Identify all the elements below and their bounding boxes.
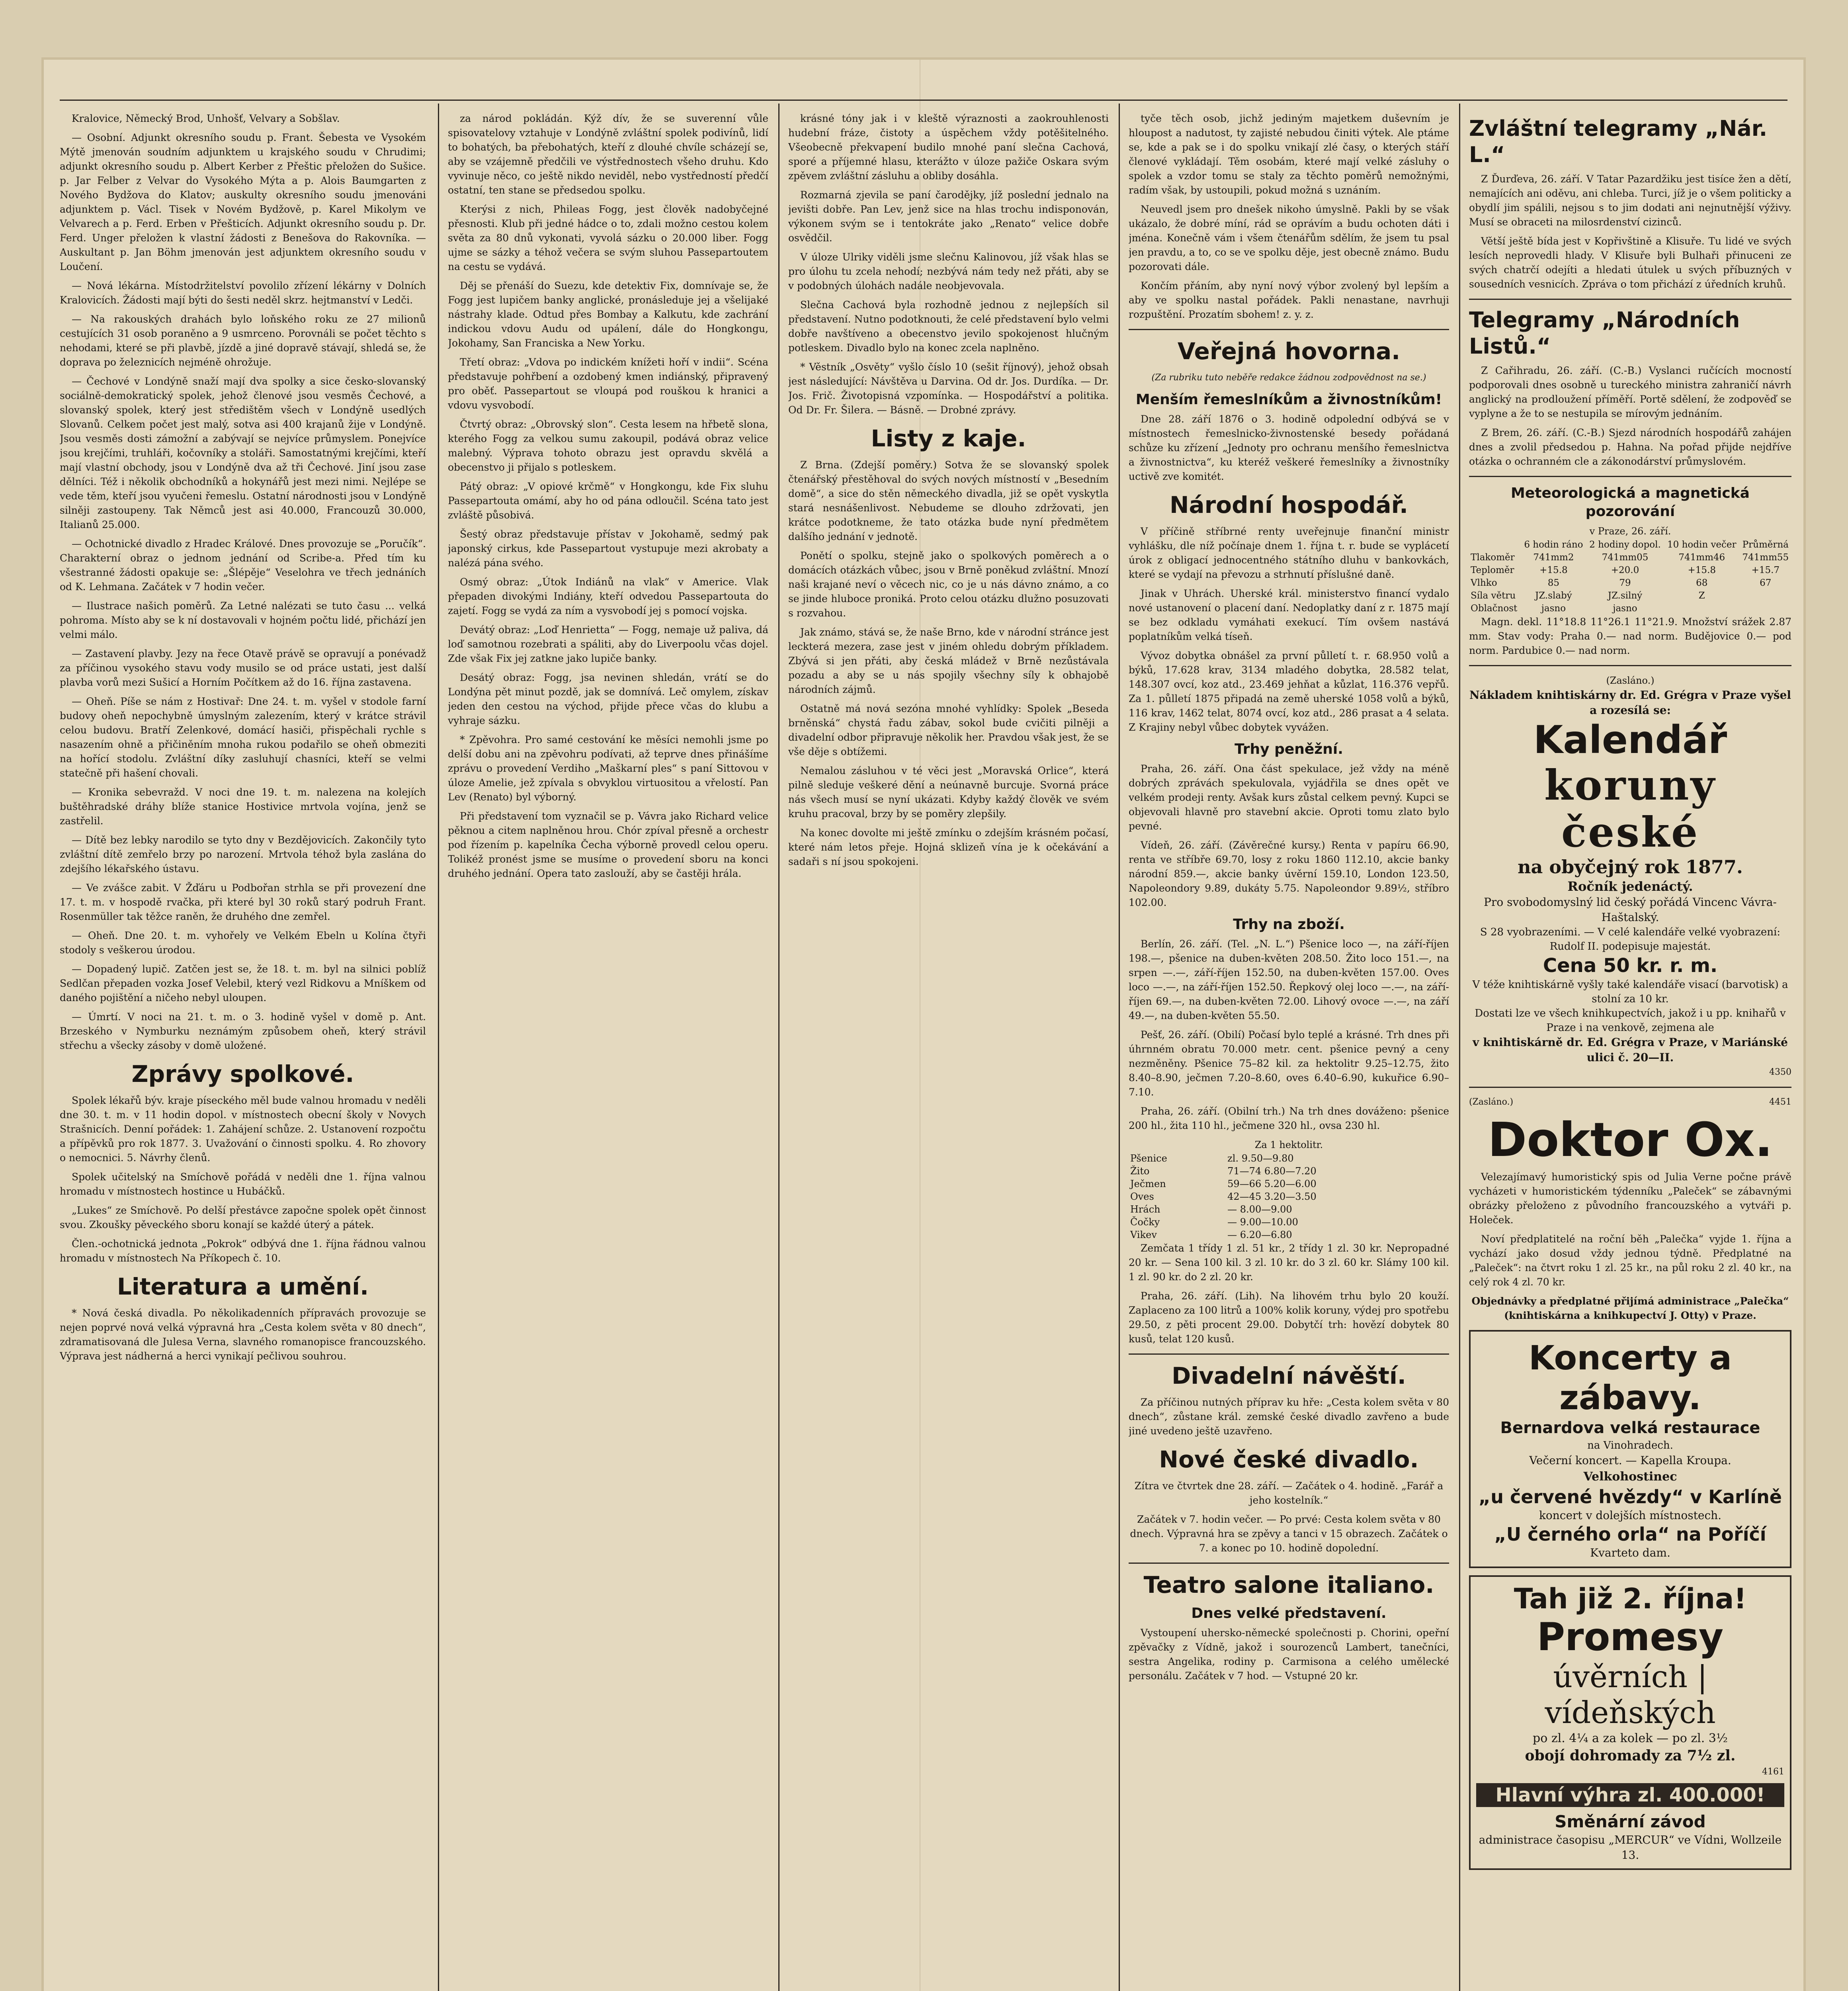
venue-program: Kvarteto dam. — [1590, 1546, 1670, 1559]
table-row: Vlhko 85 79 68 67 — [1471, 578, 1772, 588]
separator — [1129, 1353, 1449, 1355]
section-title: Divadelní návěští. — [1172, 1362, 1406, 1389]
article-craftsmen: Dne 28. září 1876 o 3. hodině odpolední odbývá se v místnostech řemeslnicko-živnostenské besedy pořádaná schůze ku zřízení „Jednoty pro ochranu menšího řemeslnictva a živnostnictva“, ku kteréž veškeré řemeslníky a živnostníky uctivě zve komitét. — [1129, 413, 1449, 482]
theatre-program: Zítra ve čtvrtek dne 28. září. — Začátek o 4. hodině. „Farář a jeho kostelník.“ — [1134, 1480, 1444, 1506]
article-theatre: — Ochotnické divadlo z Hradec Králové. Dnes provozuje se „Poručík“. Charakterní obraz o jednom jednání od Scribe-a. Před tím ku všestranné žádosti opakuje se: „Šlépěje“ Veselohra ve třech jednáních od K. Lehmana. Začátek v 7 hodin večer. — [60, 538, 426, 593]
ad-text: Objednávky a předplatné přijímá administrace „Palečka“ (knihtiskárna a knihkupectví J. Otty) v Praze. — [1471, 1295, 1789, 1321]
article-illustration: — Ilustrace našich poměrů. Za Letné nalézati se tuto času ... velká pohroma. Místo aby se k ní dostavovali v hojném počtu lidé, přichází jen velmi málo. — [60, 600, 426, 640]
article-osveta: * Věstník „Osvěty“ vyšlo číslo 10 (sešit říjnový), jehož obsah jest následující: Návštěva u Darvina. Od dr. Jos. Durdíka. — Dr. Jos. Frič. Životopisná vzpomínka. — Hospodářství a politika. Od Dr. Fr. Šilera. — Básně. — Drobné zprávy. — [788, 361, 1109, 416]
sent-in-label: (Zasláno.) — [1469, 1097, 1514, 1107]
section-note: (Za rubriku tuto neběře redakce žádnou zodpovědnost na se.) — [1151, 373, 1426, 383]
table-row: Hrách — 8.00—9.00 — [1130, 1204, 1292, 1215]
venue-location: na Vinohradech. — [1587, 1439, 1673, 1451]
table-row: Síla větru JZ.slabý JZ.silný Z — [1471, 591, 1705, 601]
table-row: Ječmen 59—66 5.20—6.00 — [1130, 1178, 1317, 1189]
lottery-kind: úvěrních | vídeňských — [1545, 1659, 1716, 1730]
article-lukes: „Lukes“ ze Smíchově. Po delší přestávce započne spolek opět činnost svou. Zkoušky pěveckého sboru konají se každé úterý a pátek. — [60, 1205, 426, 1230]
lottery-prize: Hlavní výhra zl. 400.000! — [1476, 1783, 1784, 1807]
doktor-ox-title: Doktor Ox. — [1488, 1112, 1773, 1167]
article-text: Ostatně má nová sezóna mnohé vyhlídky: Spolek „Beseda brněnská“ chystá řadu zábav, sokol bude cvičiti pilněji a divadelní odbor připravuje několik her. Pravdou však jest, že se vše děje s obtížemi. — [788, 703, 1109, 757]
article-text: za národ pokládán. Kýž dív, že se suverenní vůle spisovatelovy vztahuje v Londýně zvláštní spolek podivínů, lidí to bohatých, ba přebohatých, kteří z dlouhé chvíle scházejí se, aby se vzájemně předčili ve výstřednostech všeho druhu. Kdo vyvinuje něco, co ještě nikdo neviděl, nebo vystředností předčí ostatní, ten stane se předsedou spolku. — [448, 113, 768, 196]
section-title: Národní hospodář. — [1169, 491, 1408, 518]
article-opera: * Zpěvohra. Pro samé cestování ke měsíci nemohli jsme po delší dobu ani na zpěvohru podívati, až teprve dnes přinášíme zprávu o provedení Verdiho „Maškarní ples“ s paní Sittovou v úloze Amelie, jež zpívala s obvyklou virtuositou a vřelostí. Pan Lev (Renato) byl výborný. — [448, 734, 768, 803]
article-new-theatre: * Nová česká divadla. Po několikadenních přípravách provozuje se nejen poprvé nová velká výpravná hra „Cesta kolem světa v 80 dnech“, zdramatisovaná dle Julesa Verna, slavného romanopisce francouzského. Výprava jest nádherná a herci vynikají pečlivou souhrou. — [60, 1307, 426, 1362]
ad-code: 4451 — [1769, 1097, 1791, 1107]
lottery-box — [1469, 1575, 1791, 1870]
article-text: Třetí obraz: „Vdova po indickém knížeti hoří v indii“. Scéna představuje pohřbení a ozdobený kmen indiánský, připravený pro oběť. Passepartout se vloupá pod rouškou k hranici a vdovu vysvobodí. — [448, 356, 768, 411]
section-title: Nové české divadlo. — [1159, 1446, 1419, 1473]
article-navigation: — Zastavení plavby. Jezy na řece Otavě právě se opravují a ponévadž za příčinou vysokého stavu vody musilo se od práce ustati, jest další plavba vorů mezi Sušicí a Horním Počítkem až do 16. října zastavena. — [60, 648, 426, 688]
article-doctors: Spolek lékařů býv. kraje píseckého měl bude valnou hromadu v neděli dne 30. t. m. v 11 hodin dopol. v místnostech obecní školy v Novych Strašnicích. Denní pořádek: 1. Zahájení schůze. 2. Ustanovení rozpočtu a přípěvků pro rok 1877. 3. Uvažování o činnosti spolku. 4. Ro zhovory o nemocnici. 5. Návrhy členů. — [60, 1095, 426, 1164]
meteo-notes: Magn. dekl. 11°18.8 11°26.1 11°21.9. Množství srážek 2.87 mm. Stav vody: Praha 0.— nad norm. Budějovice 0.— pod norm. Pardubice 0.— nad norm. — [1469, 616, 1791, 656]
article-text: tyče těch osob, jichž jediným majetkem duševním je hloupost a nadutost, ty zajisté nebudou činiti výtek. Ale ptáme se, kde a pak se i do spolku vnikají zlé časy, o kterých stáří členové vykládají. Těm osobám, které mají velké zásluhy o spolek a vzdor tomu se staly za těchto poměrů nemožnými, radím však, by ustoupili, pokud možná s uznáním. — [1129, 113, 1449, 196]
theatre-program: Začátek v 7. hodin večer. — Po prvé: Cesta kolem světa v 80 dnech. Výpravná hra se zpěvy a tanci v 15 obrazech. Začátek o 7. a konec po 10. hodině dopolední. — [1130, 1514, 1448, 1554]
article-text: Jak známo, stává se, že naše Brno, kde v národní stránce jest leckterá mezera, zase jest v jiném ohledu dobrým příkladem. Zbývá si jen přáti, aby česká mládež v Brně nezůstávala pozadu a aby se u nás spojily všechny síly k obhajobě národních zájmů. — [788, 626, 1109, 695]
article-opera: Při představení tom vyznačil se p. Vávra jako Richard velice pěknou a citem naplněnou hrou. Chór zpíval přesně a orchestr pod řízením p. kapelníka Čecha výborně provedl celou operu. Tolikéž pronést jsme se musíme o provedení sboru na konci druhého jednání. Opera tato zaslouží, aby se častěji hrála. — [448, 810, 768, 879]
separator — [1129, 329, 1449, 330]
telegram-text: Z Brem, 26. září. (C.-B.) Sjezd národních hospodářů zahájen dnes a zvolil předsedou p. Hahna. Na pořad přijde nejdříve otázka o ochranném cle a zákonodárství průmyslovém. — [1469, 427, 1791, 467]
calendar-editor: Pro svobodomyslný lid český pořádá Vincenc Vávra-Haštalský. — [1484, 896, 1777, 924]
subsection-title: Meteorologická a magnetická pozorování — [1511, 485, 1750, 520]
article-text: Na konec dovolte mi ještě zmínku o zdejším krásném počasí, které nám letos přeje. Hojná sklizeň vína je k očekávání a sadaři s ní jsou spokojeni. — [788, 827, 1109, 867]
column-3 — [788, 111, 1109, 1991]
column-2 — [448, 111, 768, 1991]
ad-header — [1469, 1095, 1791, 1109]
article-text: V úloze Ulriky viděli jsme slečnu Kalinovou, jíž však hlas se pro úlohu tu zcela nehodí; nezbývá nám tedy než přáti, aby se v podobných úlohách nadále neobjevovala. — [788, 251, 1109, 291]
article-prague-market: Praha, 26. září. Ona část spekulace, jež vždy na méně dobrých zprávách spekulovala, vyjádřila se dnes opět ve velkém prodeji renty. Avšak kurs zůstal celkem pevný. Kupci se objevovali hlavně pro stavební akcie. Oproti tomu zlato bylo pevné. — [1129, 763, 1449, 832]
table-row: Oves 42—45 3.20—3.50 — [1130, 1191, 1317, 1202]
section-title: Literatura a umění. — [117, 1273, 369, 1300]
lottery-date: Tah již 2. října! — [1514, 1582, 1747, 1615]
article-brno: Z Brna. (Zdejší poměry.) Sotva že se slovanský spolek čtenářský přestěhoval do svých nových místností v „Besedním domě“, a sice do stěn německého divadla, již se opět vyskytla stará nesnášenlivost. Nebudeme se dlouho zdržovati, jen krátce podotkneme, že tato otázka bude nyní předmětem dalšího jednání v jednotě. — [788, 459, 1109, 542]
concerts-title: Koncerty a zábavy. — [1528, 1338, 1732, 1417]
separator — [1469, 299, 1791, 300]
exchange-address: administrace časopisu „MERCUR“ ve Vídni, Wollzeile 13. — [1479, 1833, 1782, 1862]
section-title: Listy z kaje. — [871, 425, 1026, 452]
article-fire-2: — Oheň. Dne 20. t. m. vyhořely ve Velkém Ebeln u Kolína čtyři stodoly s veškerou úrodou. — [60, 930, 426, 956]
article-text: Osmý obraz: „Útok Indiánů na vlak“ v Americe. Vlak přepaden divokými Indiány, kteří odvedou Passepartouta do zajetí. Fogg se vydá za ním a vysvobodí jej s pomocí vojska. — [448, 576, 768, 616]
article-text: Kralovice, Německý Brod, Unhošť, Velvary a Sobšlav. — [72, 113, 340, 124]
article-personal: — Osobní. Adjunkt okresního soudu p. Frant. Šebesta ve Vysokém Mýtě jmenován soudním adjunktem u krajského soudu v Chrudimi; adjunkt okresního soudu p. Albert Kerber z Přeštic přeložen do Sušice. p. Jar Felber z Velvar do Vysokého Mýta a p. Alois Baumgarten z Nového Bydžova do Klatov; auskulty okresního soudu jmenováni adjunktem p. Václ. Tisek v Novém Bydžově, p. Karel Mikolym ve Velvarech a p. Ferd. Erben v Přešticích. Adjunkt okresního soudu p. Dr. Ferd. Unger přeložen k vlastní žádosti z Benešova do Rakovníka. — Auskultant p. Jan Böhm jmenován jest adjunktem okresního soudu v Loučení. — [60, 132, 426, 272]
article-text: Pátý obraz: „V opiové krčmě“ v Hongkongu, kde Fix sluhu Passepartouta omámí, aby ho od pána odloučil. Scéna tato jest zvláště působivá. — [448, 481, 768, 521]
calendar-note: Dostati lze ve všech knihkupectvích, jakož i u pp. knihařů v Praze i na venkově, zejmena ale — [1475, 1007, 1786, 1034]
table-header-row: 6 hodin ráno 2 hodiny dopol. 10 hodin večer Průměrná — [1524, 540, 1789, 550]
calendar-price: Cena 50 kr. r. m. — [1543, 954, 1718, 977]
subsection-title: Menším řemeslníkům a živnostníkům! — [1135, 391, 1442, 408]
header-rule — [60, 100, 1787, 101]
calendar-volume: Ročník jedenáctý. — [1567, 879, 1693, 894]
article-text: Nemalou zásluhou v té věci jest „Moravská Orlice“, která pilně sleduje veškeré dění a neúnavně burcuje. Svorná práce nás všech musí se nyní ukázati. Kdyby každý člověk ve svém kruhu pracoval, brzy by se poměry zlepšily. — [788, 765, 1109, 819]
article-czechs-london: — Čechové v Londýně snaží mají dva spolky a sice česko-slovanský sociálně-demokratický spolek, jehož členové jsou vesměs Čechové, a slovanský spolek, který jest středištěm všech v Londýně usedlých Slovanů. Celkem počet jest malý, sotva asi 400 krajanů žije v Londýně. Jsou vesměs dosti zámožní a zabývají se nejvíce průmyslem. Ponejvíce jsou krejčími, truhláři, kočovníky a stoláři. Samostatnými krejčími, kteří mají vlastní obchody, jsou v Londýně dva až tři Čechové. Jiní jsou zase dělníci. Též i několik obchodníků a hokynářů jest mezi nimi. Nejlépe se vede těm, kteří jsou vyučeni řemeslu. Ostatní národnosti jsou v Londýně silněji zastoupeny. Tak Němců jest asi 40.000, Francouzů 30.000, Italianů 25.000. — [60, 376, 426, 530]
lottery-title: Promesy — [1537, 1615, 1724, 1659]
separator — [1129, 1563, 1449, 1564]
article-text: Děj se přenáší do Suezu, kde detektiv Fix, domnívaje se, že Fogg jest lupičem banky anglické, pronásleduje jej a všelijaké nástrahy klade. Odtud přes Bombay a Kalkutu, kde zachrání indickou vdovu Audu od upálení, dále do Hongkongu, Jokohamy, San Franciska a New Yorku. — [448, 280, 768, 349]
venue-name: „U černého orla“ na Poříčí — [1494, 1524, 1766, 1545]
concerts-box — [1469, 1330, 1791, 1568]
subsection-title: Dnes velké představení. — [1191, 1605, 1387, 1621]
calendar-address: v knihtiskárně dr. Ed. Grégra v Praze, v Mariánské ulici č. 20—II. — [1473, 1036, 1788, 1064]
section-title: Zprávy spolkové. — [131, 1060, 354, 1087]
column-5 — [1469, 111, 1791, 1991]
exchange-title: Směnární závod — [1555, 1812, 1706, 1831]
venue-program: Večerní koncert. — Kapella Kroupa. — [1529, 1454, 1731, 1467]
column-rule — [438, 104, 439, 1991]
ad-text: Velezajímavý humoristický spis od Julia Verne počne právě vycházeti v humoristickém týdenníku „Paleček“ se zábavnými obrázky přeloženo z původního francouzského a vytváři p. Holeček. — [1469, 1171, 1791, 1226]
article-text: Rozmarná zjevila se paní čarodějky, jíž poslední jednalo na jevišti dobře. Pan Lev, jenž sice na hlas trochu indisponován, výkonem svým se i tentokráte jako „Renato“ velice dobře osvědčil. — [788, 189, 1109, 244]
calendar-year: na obyčejný rok 1877. — [1518, 856, 1743, 878]
article-theatre-notice: Za příčinou nutných příprav ku hře: „Cesta kolem světa v 80 dnech“, zůstane král. zemské české divadlo zavřeno a bude jiné uvedeno ještě uzavřeno. — [1129, 1396, 1449, 1437]
article-teachers: Spolek učitelský na Smíchově pořádá v neděli dne 1. října valnou hromadu v místnostech hostince u Hubáčků. — [60, 1171, 426, 1197]
article-text: Kterýsi z nich, Phileas Fogg, jest člověk nadobyčejné přesnosti. Klub při jedné hádce o to, zdali možno cestou kolem světa za 80 dnů vykonati, vyvolá sázku o 20.000 liber. Fogg ujme se sázky a téhož večera se svým sluhou Passepartoutem na cestu se vydává. — [448, 203, 768, 272]
theatre-program: Vystoupení uhersko-německé společnosti p. Chorini, opeřní zpěvačky z Vídně, jakož i sourozenců Lambert, tanečníci, sestra Angelika, rodiny p. Carmisona a celého umělecké personálu. Začátek v 7 hod. — Vstupné 20 kr. — [1129, 1627, 1449, 1682]
separator — [1469, 1087, 1791, 1088]
table-row: Čočky — 9.00—10.00 — [1130, 1217, 1298, 1228]
article-cattle: Vývoz dobytka obnášel za první půlletí t. r. 68.950 volů a býků, 17.628 krav, 3134 mladého dobytka, 28.582 telat, 148.307 ovcí, koz atd., 23.469 jehňat a kůzlat, 116.376 vepřů. Za 1. půlletí 1875 připadá na země uherské 1058 volů a býků, 116 krav, 1462 telat, 8074 ovcí, koz atd., 286 prasat a 4 selata. Z Krajiny nebyl vůbec dobytek vyvážen. — [1129, 650, 1449, 733]
article-death: — Úmrtí. V noci na 21. t. m. o 3. hodině vyšel v domě p. Ant. Brzeského v Nymburku neznámým způsobem oheň, který strávil střechu a všecky zásoby v domě uložené. — [60, 1011, 426, 1051]
article-potatoes: Zemčata 1 třídy 1 zl. 51 kr., 2 třídy 1 zl. 30 kr. Nepropadné 20 kr. — Sena 100 kil. 3 zl. 10 kr. do 3 zl. 60 kr. Slámy 100 kil. 1 zl. 90 kr. do 2 zl. 20 kr. — [1129, 1242, 1449, 1283]
article-text: Končím přáním, aby nyní nový výbor zvolený byl lepším a aby ve spolku nastal pořádek. Pakli nenastane, navrhuji rozpuštění. Prozatím sbohem! z. y. z. — [1129, 280, 1449, 320]
table-row: Tlakoměr 741mm2 741mm05 741mm46 741mm55 — [1471, 552, 1789, 563]
telegram-text: Z Ďurďeva, 26. září. V Tatar Pazardžiku jest tisíce žen a dětí, nemajících ani oděvu, ani chleba. Turci, jíž je o všem politicky a obydlí jim spálili, nejsou s to jim dodati ani nejnutnější výživy. Musí se obraceti na milosrdenství cizinců. — [1469, 173, 1791, 228]
lottery-combined: obojí dohromady za 7½ zl. — [1525, 1747, 1736, 1764]
telegram-text: Z Cařihradu, 26. září. (C.-B.) Vyslanci ručících mocností podporovali dnes osobně u tureckého ministra zahraničí návrh anglický na prodloužení příměří. Portě sdělení, že zodpověď se vyplyne a že to se nestupila se mírovým jednáním. — [1469, 365, 1791, 419]
article-pokrok: Člen.-ochotnická jednota „Pokrok“ odbývá dne 1. října řádnou valnou hromadu v místnostech Na Příkopech č. 10. — [60, 1238, 426, 1264]
calendar-title: Kalendář — [1533, 718, 1727, 762]
article-railways: — Na rakouských drahách bylo loňského roku ze 27 milionů cestujících 31 osob poraněno a 9 usmrceno. Porovnáli se počet těchto s nehodami, které se při plavbě, jízdě a jiné dopravě stávají, shledá se, že doprava po železnicích nejméně ohrožuje. — [60, 313, 426, 368]
column-rule — [1119, 104, 1120, 1991]
article-hungary: Jinak v Uhrách. Uherské král. ministerstvo financí vydalo nové ustanovení o placení daní. Nedoplatky daní z r. 1875 mají se bez odkladu vymáhati exekucí. Tím ovšem nastává poplatníkům velká tíseň. — [1129, 588, 1449, 642]
article-text: Čtvrtý obraz: „Obrovský slon“. Cesta lesem na hřbetě slona, kterého Fogg za velkou sumu zakoupil, podává obraz velice malebný. Výprava tohoto obrazu jest opravdu skvělá a obecenstvo ji přijalo s potleskem. — [448, 419, 768, 473]
article-child: — Dítě bez lebky narodilo se tyto dny v Bezdějovicích. Zakončily tyto zvláštní dítě zemřelo brzy po narození. Mrtvola téhož byla zaslána do zdejšího lékařského ústavu. — [60, 834, 426, 874]
section-title: Telegramy „Národních Listů.“ — [1469, 307, 1740, 359]
article-fire: — Oheň. Píše se nám z Hostivař: Dne 24. t. m. vyšel v stodole farní budovy oheň nepochybně úmyslným zalezením, který v krátce strávil celou budovu. Bratří Zelenkové, domácí hasiči, přispěchali rychle s nasazením ohně a přičiněním mnoha rukou podařilo se oheň obmeziti na hořící stodolu. Zvláštní díky zasluhují chasníci, kteří se velmi statečně při hašení chovali. — [60, 696, 426, 779]
article-robber: — Dopadený lupič. Zatčen jest se, že 18. t. m. byl na silnici poblíž Sedlčan přepaden vozka Josef Velebil, který vezl Ridkovu a Mníškem od daného pojištění a ničeho nebyl uloupen. — [60, 963, 426, 1003]
table-row: Vikev — 6.20—6.80 — [1130, 1229, 1292, 1240]
calendar-illustrations: S 28 vyobrazeními. — V celé kalendáře velké vyobrazení: Rudolf II. podepisuje majestát. — [1480, 926, 1781, 952]
column-rule — [1459, 104, 1460, 1991]
article-text: Slečna Cachová byla rozhodně jednou z nejlepších sil představení. Nutno podotknouti, že celé představení bylo velmi dobře navštíveno a obecenstvo jevilo spokojenost hlučným potleskem. Divadlo bylo na konec zcela naplněno. — [788, 299, 1109, 354]
article-text: Ponětí o spolku, stejně jako o spolkových poměrech a o domácích otázkách vůbec, jsou v Brně poněkud zvláštní. Mnozí naši krajané neví o věcech nic, co je u nás dávno známo, a co se jinde hluboce proniká. Proto celou otázku dlužno posuzovati s rozvahou. — [788, 550, 1109, 619]
calendar-note: V téže knihtiskárně vyšly také kalendáře visací (barvotisk) a stolní za 10 kr. — [1472, 979, 1788, 1005]
table-row: Žito 71—74 6.80—7.20 — [1130, 1166, 1317, 1177]
article-spirit: Praha, 26. září. (Lih). Na lihovém trhu bylo 20 kouží. Zaplaceno za 100 litrů a 100% kolik koruny, výdej pro spotřebu 29.50, z pěti procent 29.00. Dobytčí trh: hovězí dobytek 80 kusů, telat 120 kusů. — [1129, 1290, 1449, 1345]
venue-program: koncert v dolejších místnostech. — [1539, 1509, 1722, 1522]
article-text: Neuvedl jsem pro dnešek nikoho úmyslně. Pakli by se však ukázalo, že dobré míní, rád se oprávím a budu ochoten dáti i jména. Konečně vám i všem čtenářům sdělím, že jsem tu psal jen pravdu, a to, co se ve spolku děje, jest obecně známo. Budu pozorovati dále. — [1129, 203, 1449, 272]
newspaper-page — [44, 60, 1803, 1991]
section-title: Zvláštní telegramy „Nár. L.“ — [1469, 116, 1768, 167]
table-row: Oblačnost jasno jasno — [1471, 603, 1637, 614]
article-prague-grain: Praha, 26. září. (Obilní trh.) Na trh dnes dováženo: pšenice 200 hl., žita 110 hl., ječmene 320 hl., ovsa 230 hl. — [1129, 1105, 1449, 1131]
article-pest: Pešť, 26. září. (Obilí) Počasí bylo teplé a krásné. Trh dnes při úhrnném obratu 70.000 metr. cent. pšenice pevný a ceny nezměněny. Pšenice 75–82 kil. za hektolitr 9.25–12.75, žito 8.40–8.90, ječmen 7.20–8.60, oves 6.40–6.90, kukuřice 6.90–7.10. — [1129, 1029, 1449, 1098]
table-row: Pšenice zl. 9.50—9.80 — [1130, 1153, 1294, 1164]
meteo-table — [1469, 538, 1791, 615]
table-heading: Za 1 hektolitr. — [1254, 1139, 1323, 1150]
section-title: Teatro salone italiano. — [1143, 1571, 1434, 1598]
column-rule — [778, 104, 779, 1991]
article-text: Šestý obraz představuje přístav v Jokohamě, sedmý pak japonský cirkus, kde Passepartout vystupuje mezi akrobaty a nalézá pána svého. — [448, 528, 768, 569]
subsection-title: Trhy peněžní. — [1235, 741, 1343, 757]
ad-code: 4350 — [1769, 1067, 1791, 1077]
meteo-subtitle: v Praze, 26. září. — [1589, 526, 1671, 537]
article-pharmacy: — Nová lékárna. Místodržitelství povolilo zřízení lékárny v Dolních Kralovicích. Žádosti mají býti do šesti neděl skrz. hejtmanství v Ledči. — [60, 280, 426, 306]
price-table — [1129, 1152, 1449, 1241]
publisher-note: Nákladem knihtiskárny dr. Ed. Grégra v Praze vyšel a rozesílá se: — [1469, 688, 1791, 717]
article-fight: — Ve zvášce zabit. V Žďáru u Podbořan strhla se při provezení dne 17. t. m. v hospodě rvačka, při které byl 30 roků starý podruh Frant. Rosenmüller tak těžce raněn, že druhého dne zemřel. — [60, 882, 426, 922]
telegram-text: Větší ještě bída jest v Kopřivštině a Klisuře. Tu lidé ve svých lesích neprovedli hlady. V Klisuře byli Bulhaři přinuceni ze svých chatrčí odejíti a hledati útulek u svých příbuzných v sousedních vesnicích. Zpráva o tom přichází z úředních kruhů. — [1469, 235, 1791, 290]
section-title: Veřejná hovorna. — [1177, 338, 1401, 365]
separator — [1469, 665, 1791, 666]
lottery-price: po zl. 4¼ a za kolek — po zl. 3½ — [1533, 1731, 1728, 1745]
article-berlin: Berlín, 26. září. (Tel. „N. L.“) Pšenice loco —, na září-říjen 198.—, pšenice na duben-květen 208.50. Žito loco 151.—, na srpen —.—, září-říjen 152.50, na duben-květen 157.00. Oves loco —.—, na září-říjen 152.50. Řepkový olej loco —.—, na září-říjen 69.—, na duben-květen 72.00. Lihový ovoce —.—, na září 49.—, na duben-květen 55.50. — [1129, 938, 1449, 1021]
ad-code: 4161 — [1762, 1767, 1784, 1777]
separator — [1469, 476, 1791, 477]
venue-name: Velkohostinec — [1583, 1470, 1677, 1484]
ad-text: Noví předplatitelé na roční běh „Palečka“ vyjde 1. října a vychází jako dosud vždy jednou týdně. Předplatné na „Paleček“: na čtvrt roku 1 zl. 25 kr., na půl roku 2 zl. 40 kr., na celý rok 4 zl. 70 kr. — [1469, 1233, 1791, 1288]
calendar-title-2: koruny české — [1544, 761, 1716, 857]
article-text: krásné tóny jak i v kleště výraznosti a zaokrouhlenosti hudební fráze, čistoty a úspěchem vždy potěšitelného. Všeobecně překvapení budilo mnohé paní slečna Cachová, sporé a příjemné hlasu, kterážto v úloze pažiče Oskara svým zpěvem zvláštní zásluhu a obliby dosáhla. — [788, 113, 1109, 182]
venue-name: „u červené hvězdy“ v Karlíně — [1478, 1486, 1782, 1508]
article-text: Desátý obraz: Fogg, jsa nevinen shledán, vrátí se do Londýna pět minut pozdě, jak se domnívá. Leč omylem, získav jeden den cestou na východ, přijde přece včas do klubu a vyhraje sázku. — [448, 672, 768, 726]
column-1 — [60, 111, 426, 1991]
venue-name: Bernardova velká restaurace — [1500, 1419, 1760, 1437]
article-vienna-rates: Vídeň, 26. září. (Závěrečné kursy.) Renta v papíru 66.90, renta ve stříbře 69.70, losy z roku 1860 112.10, akcie banky národní 859.—, akcie banky úvěrní 159.10, London 123.50, Napoleondory 9.89, dukáty 5.75. Napoleondor 9.89½, stříbro 102.00. — [1129, 839, 1449, 908]
article-text: Devátý obraz: „Loď Henrietta“ — Fogg, nemaje už paliva, dá loď samotnou rozebrati a spáliti, aby do Liverpoolu včas dojel. Zde však Fix jej zatkne jako lupiče banky. — [448, 624, 768, 664]
article-silver-rent: V příčině stříbrné renty uveřejnuje finanční ministr vyhlášku, dle níž počínaje dnem 1. října t. r. bude se vyplácetí úrok z obligací jednocentného státního dluhu v bankovkách, které se vydají na převozu a strhnutí příslušné daně. — [1129, 526, 1449, 580]
article-suicide: — Kronika sebevražd. V noci dne 19. t. m. nalezena na kolejích buštěhradské dráhy blíže stanice Hostivice mrtvola vojína, jenž se zastřelil. — [60, 786, 426, 827]
column-4 — [1129, 111, 1449, 1991]
sent-in-label: (Zasláno.) — [1606, 675, 1655, 686]
table-row: Teploměr +15.8 +20.0 +15.8 +15.7 — [1471, 565, 1780, 575]
subsection-title: Trhy na zboží. — [1233, 916, 1345, 933]
